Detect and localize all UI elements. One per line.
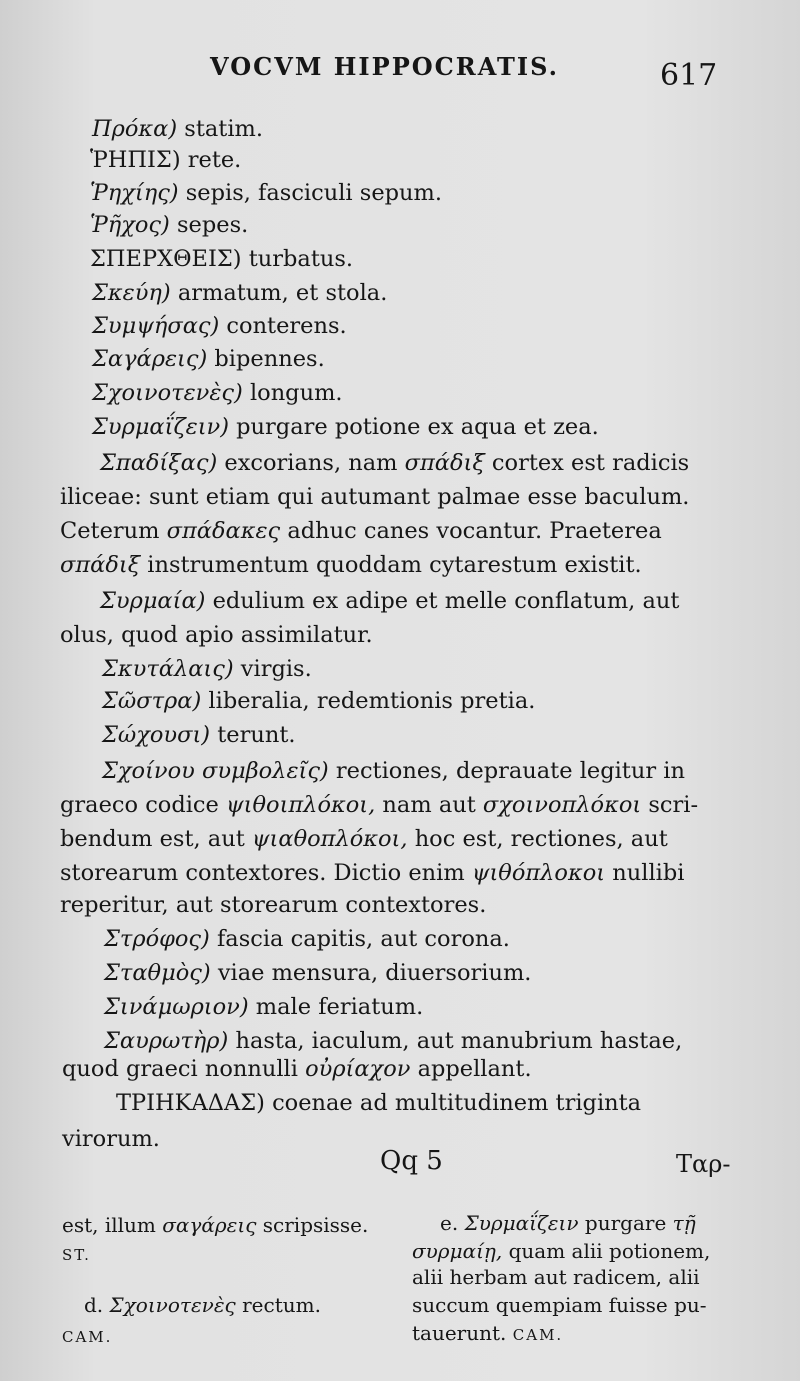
footnote-text: purgare xyxy=(584,1211,667,1235)
entry-text: edulium ex adipe et melle conflatum, aut xyxy=(212,588,680,614)
entry-text: nullibi xyxy=(612,860,685,886)
greek-word: συρμαίῃ, xyxy=(412,1239,503,1263)
entry-text: quod graeci nonnulli xyxy=(62,1056,298,1082)
entry-head: Σῶστρα) xyxy=(102,688,202,714)
entry xyxy=(102,652,312,686)
entry-text: armatum, et stola. xyxy=(177,280,388,306)
paragraph-line xyxy=(60,548,642,582)
footnote-text: quam alii potionem, xyxy=(508,1239,711,1263)
footnote-line xyxy=(412,1320,563,1349)
entry xyxy=(90,176,442,210)
entry-head: Συρμαία) xyxy=(100,588,206,614)
entry xyxy=(90,208,248,242)
entry xyxy=(90,242,353,276)
footnote-signature: ST. xyxy=(62,1246,91,1264)
entry-text: sepis, fasciculi sepum. xyxy=(185,180,443,206)
greek-word: σπάδακες xyxy=(166,518,281,544)
footnote-line xyxy=(62,1322,112,1351)
entry-text: Ceterum xyxy=(60,518,160,544)
paragraph-line xyxy=(60,788,698,822)
entry xyxy=(92,376,343,410)
entry-text: longum. xyxy=(249,380,343,406)
entry-head: Σαγάρεις) xyxy=(92,346,208,372)
paragraph-line: iliceae: sunt etiam qui autumant palmae esse baculum. xyxy=(60,484,690,510)
greek-word: τῇ xyxy=(672,1211,696,1235)
signature-mark: Qq 5 xyxy=(380,1146,443,1176)
entry-head: Σκεύη) xyxy=(92,280,171,306)
paragraph-line xyxy=(100,446,689,480)
entry-text: storearum contextores. Dictio enim xyxy=(60,860,465,886)
entry-head: Σχοινοτενὲς) xyxy=(92,380,243,406)
entry-head: ΤΡΙΗΚΑΔΑΣ) xyxy=(116,1090,265,1116)
greek-word: Σχοινοτενὲς xyxy=(109,1293,236,1317)
entry-head: Πρόκα) xyxy=(92,116,178,142)
entry-head: Σκυτάλαις) xyxy=(102,656,234,682)
entry xyxy=(92,309,347,343)
entry-text: instrumentum quoddam cytarestum existit. xyxy=(147,552,642,578)
entry-head: Σχοίνου συμβολεῖς) xyxy=(102,758,329,784)
page-number: 617 xyxy=(660,58,718,93)
entry xyxy=(102,718,296,752)
entry-head: Σώχουσι) xyxy=(102,722,211,748)
greek-word: σπάδιξ xyxy=(60,552,141,578)
footnote-signature: CAM. xyxy=(512,1326,564,1344)
entry-text: liberalia, redemtionis pretia. xyxy=(208,688,536,714)
entry-text: male feriatum. xyxy=(255,994,424,1020)
paragraph-line: olus, quod apio assimilatur. xyxy=(60,622,373,648)
greek-word: σχοινοπλόκοι xyxy=(482,792,642,818)
entry-text: nam aut xyxy=(382,792,476,818)
paragraph-line xyxy=(116,1086,641,1120)
footnote-line: alii herbam aut radicem, alii xyxy=(412,1265,700,1289)
entry-text: graeco codice xyxy=(60,792,219,818)
entry-text: virgis. xyxy=(240,656,312,682)
greek-word: οὐρίαχον xyxy=(305,1056,411,1082)
entry-head: ΣΠΕΡΧΘΕΙΣ) xyxy=(90,246,242,272)
entry xyxy=(104,990,423,1024)
entry xyxy=(92,342,325,376)
entry-text: terunt. xyxy=(217,722,296,748)
footnote-text: e. xyxy=(440,1211,459,1235)
entry-head: Σταθμὸς) xyxy=(104,960,211,986)
entry-head: Ῥῆχος) xyxy=(90,212,170,238)
footnote-text: scripsisse. xyxy=(262,1213,369,1237)
entry-head: Συμψήσας) xyxy=(92,313,220,339)
entry-text: statim. xyxy=(184,116,264,142)
footnote-text: d. xyxy=(84,1293,104,1317)
catchword: Ταρ- xyxy=(676,1150,731,1178)
entry xyxy=(104,956,531,990)
paragraph-line xyxy=(62,1052,532,1086)
entry-text: sepes. xyxy=(176,212,249,238)
entry xyxy=(90,143,241,177)
entry-head: ῬΗΠΙΣ) xyxy=(90,147,181,173)
entry-head: Στρόφος) xyxy=(104,926,210,952)
entry-text: scri- xyxy=(648,792,699,818)
footnote-line: succum quempiam fuisse pu- xyxy=(412,1293,707,1317)
entry-text: bipennes. xyxy=(214,346,325,372)
footnote-line xyxy=(62,1240,91,1269)
entry-text: viae mensura, diuersorium. xyxy=(217,960,532,986)
paragraph-line xyxy=(60,514,662,548)
paragraph-line xyxy=(60,856,684,890)
footnote-text: rectum. xyxy=(242,1293,321,1317)
entry-text: purgare potione ex aqua et zea. xyxy=(236,414,599,440)
entry-text: excorians, nam xyxy=(224,450,398,476)
greek-word: σπάδιξ xyxy=(404,450,485,476)
entry-head: Ῥηχίης) xyxy=(90,180,179,206)
entry-text: adhuc canes vocantur. Praeterea xyxy=(287,518,662,544)
entry xyxy=(92,276,387,310)
entry xyxy=(92,112,263,146)
running-title: VOCVM HIPPOCRATIS. xyxy=(210,52,559,81)
footnote-text: tauerunt. xyxy=(412,1321,507,1345)
entry-text: appellant. xyxy=(417,1056,532,1082)
greek-word: ψιθοιπλόκοι, xyxy=(226,792,376,818)
footnote-line xyxy=(62,1212,368,1239)
entry-head: Σαυρωτὴρ) xyxy=(104,1028,229,1054)
entry-text: rete. xyxy=(187,147,242,173)
footnote-line xyxy=(84,1292,321,1319)
entry-head: Σινάμωριον) xyxy=(104,994,249,1020)
footnote-text: est, illum xyxy=(62,1213,156,1237)
footnote-signature: CAM. xyxy=(62,1328,113,1346)
entry xyxy=(92,410,599,444)
paragraph-line: virorum. xyxy=(62,1126,160,1152)
footnote-line xyxy=(440,1210,696,1237)
entry-text: hasta, iaculum, aut manubrium hastae, xyxy=(235,1028,683,1054)
entry xyxy=(102,684,535,718)
greek-word: ψιθόπλοκοι xyxy=(471,860,606,886)
entry-text: bendum est, aut xyxy=(60,826,245,852)
entry-text: conterens. xyxy=(226,313,347,339)
entry-text: turbatus. xyxy=(248,246,354,272)
entry-text: cortex est radicis xyxy=(491,450,690,476)
entry-head: Σπαδίξας) xyxy=(100,450,218,476)
greek-word: Συρμαΐζειν xyxy=(464,1211,579,1235)
paragraph-line: reperitur, aut storearum contextores. xyxy=(60,892,487,918)
entry xyxy=(104,922,510,956)
entry-head: Συρμαΐζειν) xyxy=(92,414,229,440)
paragraph-line xyxy=(60,822,668,856)
greek-word: ψιαθοπλόκοι, xyxy=(251,826,408,852)
entry-text: fascia capitis, aut corona. xyxy=(216,926,510,952)
greek-word: σαγάρεις xyxy=(162,1213,257,1237)
paragraph-line xyxy=(102,754,685,788)
footnote-line xyxy=(412,1238,710,1265)
entry-text: coenae ad multitudinem triginta xyxy=(272,1090,642,1116)
entry-text: rectiones, deprauate legitur in xyxy=(335,758,685,784)
entry-text: hoc est, rectiones, aut xyxy=(414,826,668,852)
paragraph-line xyxy=(100,584,679,618)
